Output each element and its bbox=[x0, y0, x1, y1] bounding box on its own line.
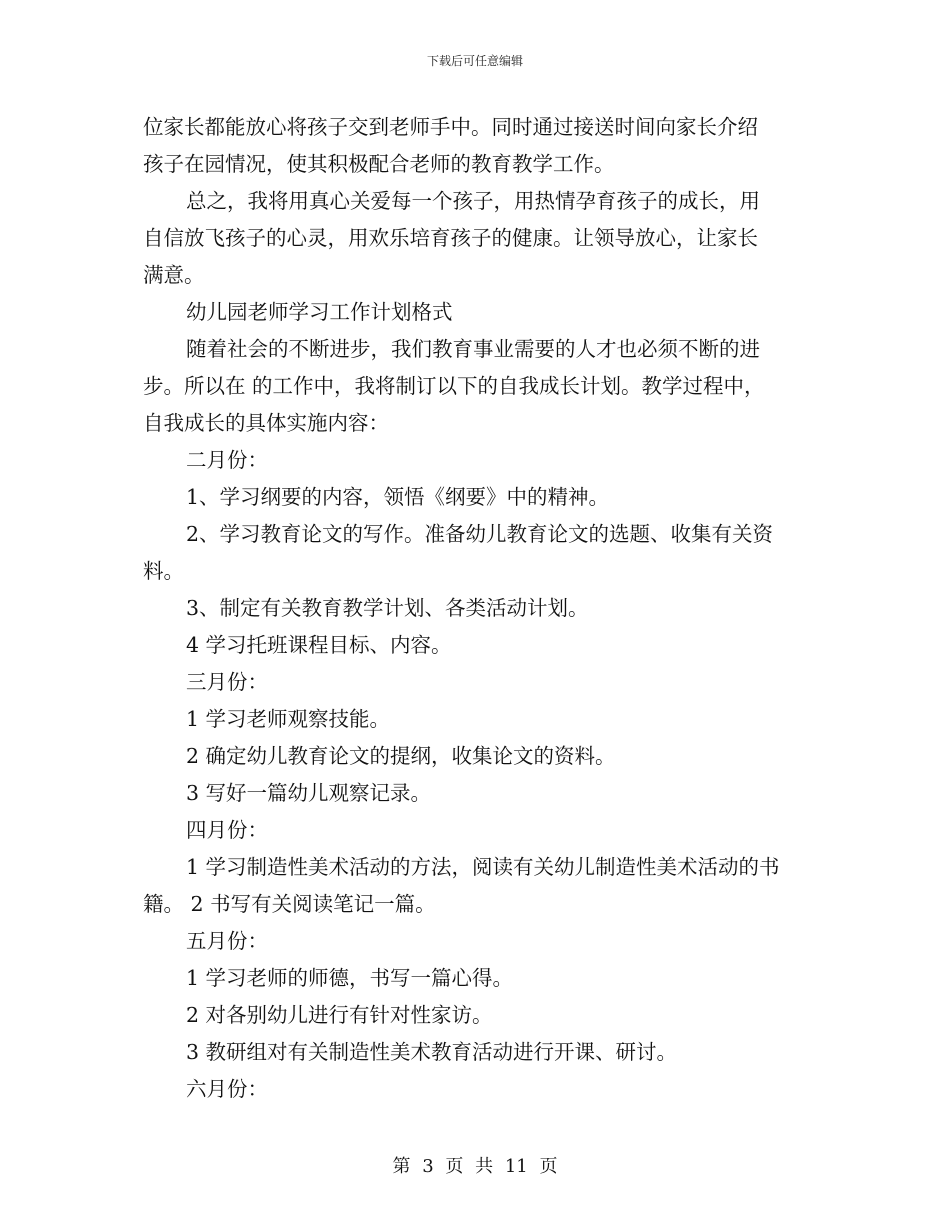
body-line: 满意。 bbox=[143, 263, 205, 287]
list-item: 4 学习托班课程目标、内容。 bbox=[186, 633, 452, 657]
month-heading: 四月份： bbox=[186, 818, 268, 842]
list-item: 1、学习纲要的内容，领悟《纲要》中的精神。 bbox=[186, 485, 610, 509]
list-item: 1 学习老师的师德，书写一篇心得。 bbox=[186, 966, 514, 990]
page-footer: 第 3 页 共 11 页 bbox=[392, 1156, 558, 1177]
body-line: 随着社会的不断进步，我们教育事业需要的人才也必须不断的进 bbox=[186, 337, 760, 361]
list-item: 1 学习老师观察技能。 bbox=[186, 707, 391, 731]
list-item: 籍。 2 书写有关阅读笔记一篇。 bbox=[143, 892, 436, 916]
body-line: 总之，我将用真心关爱每一个孩子，用热情孕育孩子的成长，用 bbox=[186, 189, 760, 213]
list-item: 3 写好一篇幼儿观察记录。 bbox=[186, 781, 432, 805]
list-item: 3 教研组对有关制造性美术教育活动进行开课、研讨。 bbox=[186, 1040, 678, 1064]
list-item: 料。 bbox=[143, 559, 184, 583]
list-item: 1 学习制造性美术活动的方法，阅读有关幼儿制造性美术活动的书 bbox=[186, 855, 780, 879]
list-item: 2、学习教育论文的写作。准备幼儿教育论文的选题、收集有关资 bbox=[186, 522, 774, 546]
list-item: 3、制定有关教育教学计划、各类活动计划。 bbox=[186, 596, 589, 620]
body-line: 步。所以在 的工作中，我将制订以下的自我成长计划。教学过程中， bbox=[143, 374, 765, 398]
list-item: 2 确定幼儿教育论文的提纲，收集论文的资料。 bbox=[186, 744, 616, 768]
month-heading: 三月份： bbox=[186, 670, 268, 694]
page-header: 下载后可任意编辑 bbox=[426, 54, 523, 68]
month-heading: 二月份： bbox=[186, 448, 268, 472]
list-item: 2 对各别幼儿进行有针对性家访。 bbox=[186, 1003, 493, 1027]
body-line: 自信放飞孩子的心灵，用欢乐培育孩子的健康。让领导放心，让家长 bbox=[143, 226, 758, 250]
body-line: 孩子在园情况，使其积极配合老师的教育教学工作。 bbox=[143, 152, 615, 176]
body-line: 自我成长的具体实施内容： bbox=[143, 411, 389, 435]
month-heading: 五月份： bbox=[186, 929, 268, 953]
month-heading: 六月份： bbox=[186, 1077, 268, 1101]
section-title: 幼儿园老师学习工作计划格式 bbox=[186, 300, 453, 324]
body-line: 位家长都能放心将孩子交到老师手中。同时通过接送时间向家长介绍 bbox=[143, 115, 758, 139]
